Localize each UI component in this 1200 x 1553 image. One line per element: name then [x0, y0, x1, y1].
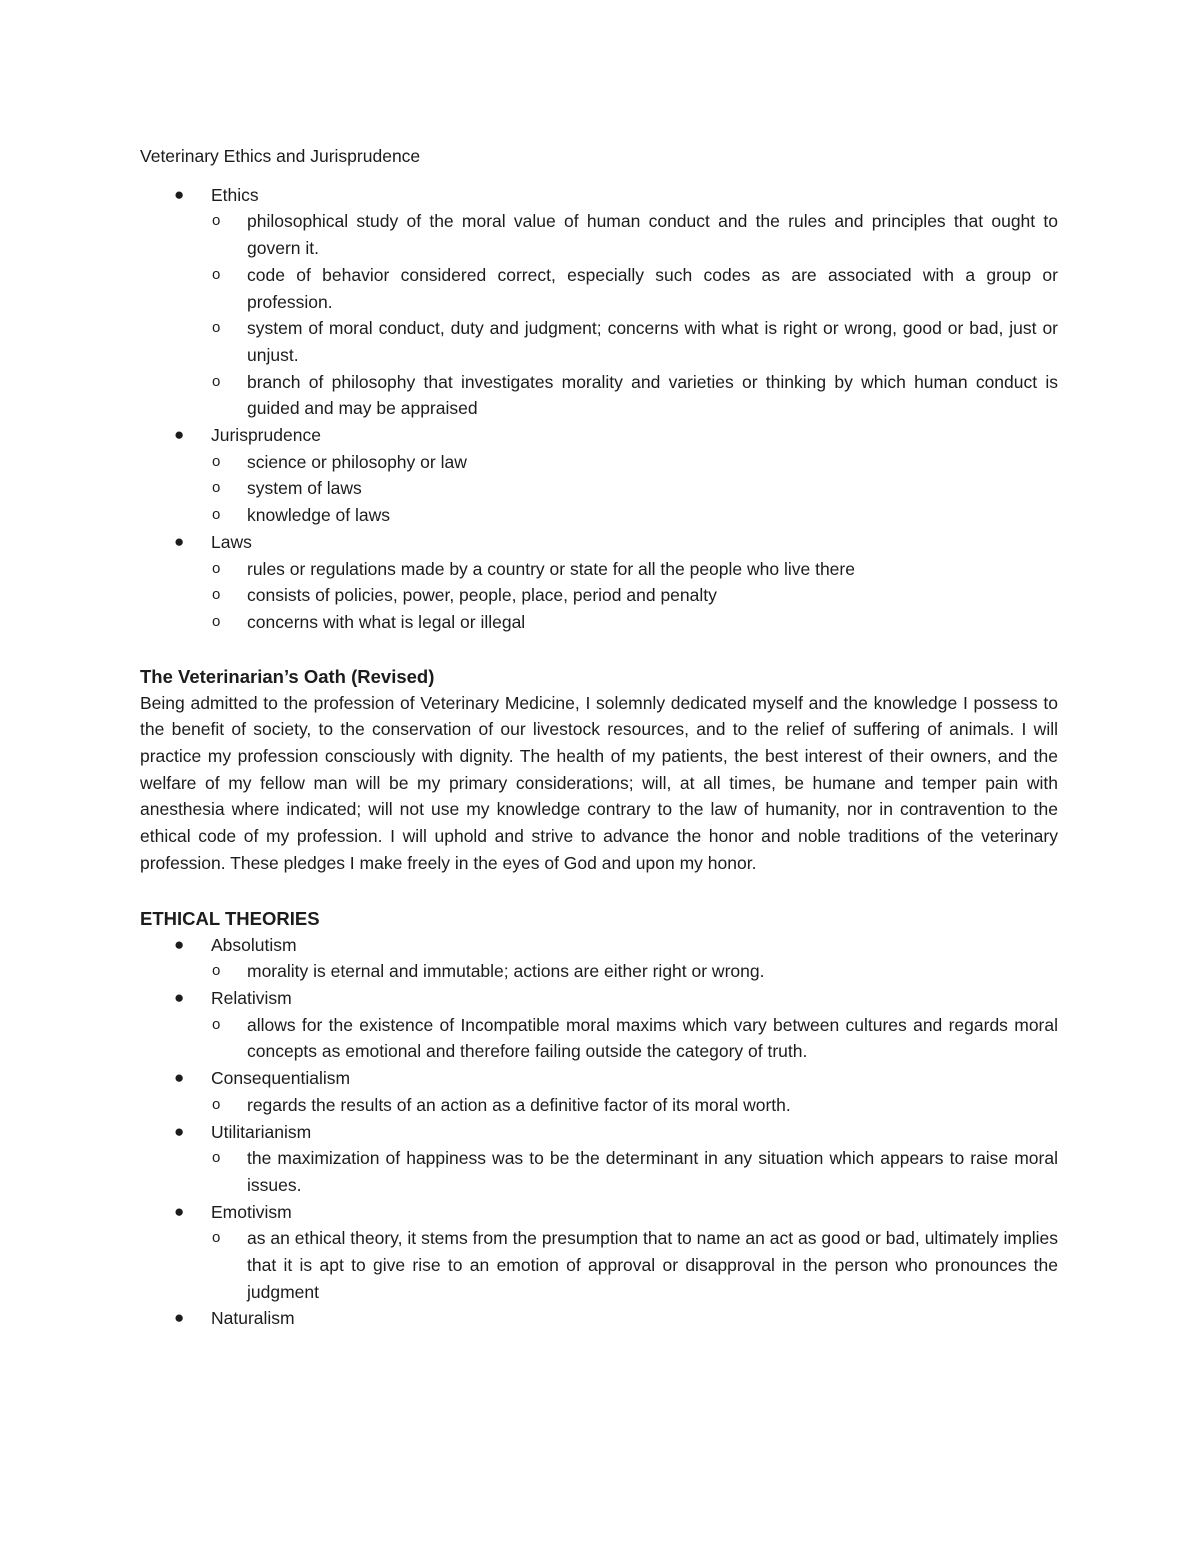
bullet-icon: ●	[174, 1121, 185, 1141]
list-item-term: Naturalism	[211, 1308, 295, 1329]
sub-list-item	[211, 208, 1058, 261]
sub-list-item	[211, 1225, 1058, 1305]
sub-list	[211, 208, 1058, 422]
bullet-icon: ●	[174, 1308, 185, 1328]
sub-list-item-text: as an ethical theory, it stems from the presumption that to name an act as good or bad, ultimately implies that it is apt to give rise to an emotion of approval or disapproval in the person who pronounces the judgment	[247, 1228, 1058, 1302]
sub-list	[211, 1092, 1058, 1119]
hollow-bullet-icon: o	[212, 1015, 221, 1033]
hollow-bullet-icon: o	[212, 265, 221, 283]
sub-list-item-text: morality is eternal and immutable; actions are either right or wrong.	[247, 961, 765, 982]
hollow-bullet-icon: o	[212, 1095, 221, 1113]
hollow-bullet-icon: o	[212, 319, 221, 337]
sub-list-item-text: branch of philosophy that investigates morality and varieties or thinking by which human conduct is guided and may be appraised	[247, 371, 1058, 419]
list-item-term: Laws	[211, 531, 252, 552]
hollow-bullet-icon: o	[212, 586, 221, 604]
hollow-bullet-icon: o	[212, 506, 221, 524]
sub-list-item	[211, 556, 1058, 583]
sub-list-item-text: knowledge of laws	[247, 505, 390, 526]
list-item-term: Consequentialism	[211, 1068, 351, 1089]
hollow-bullet-icon: o	[212, 212, 221, 230]
hollow-bullet-icon: o	[212, 1149, 221, 1167]
list-item-term: Absolutism	[211, 934, 297, 955]
definitions-list	[140, 182, 1058, 636]
document-title: Veterinary Ethics and Jurisprudence	[140, 146, 421, 166]
sub-list-item-text: code of behavior considered correct, especially such codes as are associated with a group or profession.	[247, 264, 1058, 312]
sub-list-item	[211, 369, 1058, 422]
list-item	[140, 1065, 1058, 1118]
oath-paragraph: Being admitted to the profession of Veterinary Medicine, I solemnly dedicated myself and the knowledge I possess to the benefit of society, to the conservation of our livestock resources, and to the relief of suffering of animals. I will practice my profession consciously with dignity. The health of my patients, the best interest of their owners, and the welfare of my fellow man will be my primary considerations; will, at all times, be humane and temper pain with anesthesia where indicated; will not use my knowledge contrary to the law of humanity, nor in contravention to the ethical code of my profession. I will uphold and strive to advance the honor and noble traditions of the veterinary profession. These pledges I make freely in the eyes of God and upon my honor.	[140, 692, 1058, 873]
bullet-icon: ●	[174, 987, 185, 1007]
sub-list-item	[211, 609, 1058, 636]
list-item	[140, 985, 1058, 1065]
list-item	[140, 1119, 1058, 1199]
sub-list-item-text: the maximization of happiness was to be the determinant in any situation which appears to raise moral issues.	[247, 1148, 1058, 1195]
list-item	[140, 1305, 1058, 1332]
sub-list-item	[211, 1145, 1058, 1198]
bullet-icon: ●	[174, 934, 185, 954]
sub-list-item	[211, 1012, 1058, 1065]
list-item-term: Ethics	[211, 184, 259, 205]
sub-list	[211, 556, 1058, 636]
sub-list-item-text: rules or regulations made by a country or state for all the people who live there	[247, 558, 855, 579]
sub-list-item	[211, 958, 1058, 985]
list-item-term: Utilitarianism	[211, 1121, 312, 1142]
list-item	[140, 422, 1058, 529]
bullet-icon: ●	[174, 531, 185, 551]
hollow-bullet-icon: o	[212, 1229, 221, 1247]
sub-list	[211, 958, 1058, 985]
sub-list-item	[211, 502, 1058, 529]
hollow-bullet-icon: o	[212, 372, 221, 390]
list-item-term: Relativism	[211, 987, 292, 1008]
sub-list	[211, 1012, 1058, 1065]
list-item-term: Emotivism	[211, 1201, 292, 1222]
sub-list-item-text: system of laws	[247, 478, 362, 499]
sub-list-item-text: philosophical study of the moral value of human conduct and the rules and principles that ought to govern it.	[247, 211, 1058, 259]
sub-list	[211, 1225, 1058, 1305]
list-item	[140, 1199, 1058, 1306]
sub-list	[211, 449, 1058, 529]
hollow-bullet-icon: o	[212, 452, 221, 470]
bullet-icon: ●	[174, 1068, 185, 1088]
bullet-icon: ●	[174, 425, 185, 445]
list-item	[140, 529, 1058, 636]
oath-heading: The Veterinarian’s Oath (Revised)	[140, 665, 435, 687]
sub-list-item-text: regards the results of an action as a definitive factor of its moral worth.	[247, 1094, 791, 1115]
sub-list-item-text: system of moral conduct, duty and judgment; concerns with what is right or wrong, good or bad, just or unjust.	[247, 318, 1058, 365]
sub-list-item	[211, 449, 1058, 476]
bullet-icon: ●	[174, 184, 185, 204]
sub-list-item	[211, 262, 1058, 315]
sub-list-item	[211, 1092, 1058, 1119]
list-item-term: Jurisprudence	[211, 425, 321, 446]
sub-list-item-text: allows for the existence of Incompatible moral maxims which vary between cultures and regards moral concepts as emotional and therefore failing outside the category of truth.	[247, 1014, 1058, 1062]
list-item	[140, 932, 1058, 985]
sub-list	[211, 1145, 1058, 1198]
sub-list-item	[211, 475, 1058, 502]
sub-list-item-text: concerns with what is legal or illegal	[247, 611, 526, 632]
hollow-bullet-icon: o	[212, 612, 221, 630]
hollow-bullet-icon: o	[212, 479, 221, 497]
sub-list-item-text: consists of policies, power, people, place, period and penalty	[247, 585, 717, 606]
sub-list-item	[211, 582, 1058, 609]
bullet-icon: ●	[174, 1201, 185, 1221]
hollow-bullet-icon: o	[212, 559, 221, 577]
list-item	[140, 182, 1058, 422]
ethical-theories-heading: ETHICAL THEORIES	[140, 907, 320, 929]
sub-list-item-text: science or philosophy or law	[247, 451, 467, 472]
hollow-bullet-icon: o	[212, 962, 221, 980]
sub-list-item	[211, 315, 1058, 368]
ethical-theories-list	[140, 932, 1058, 1333]
